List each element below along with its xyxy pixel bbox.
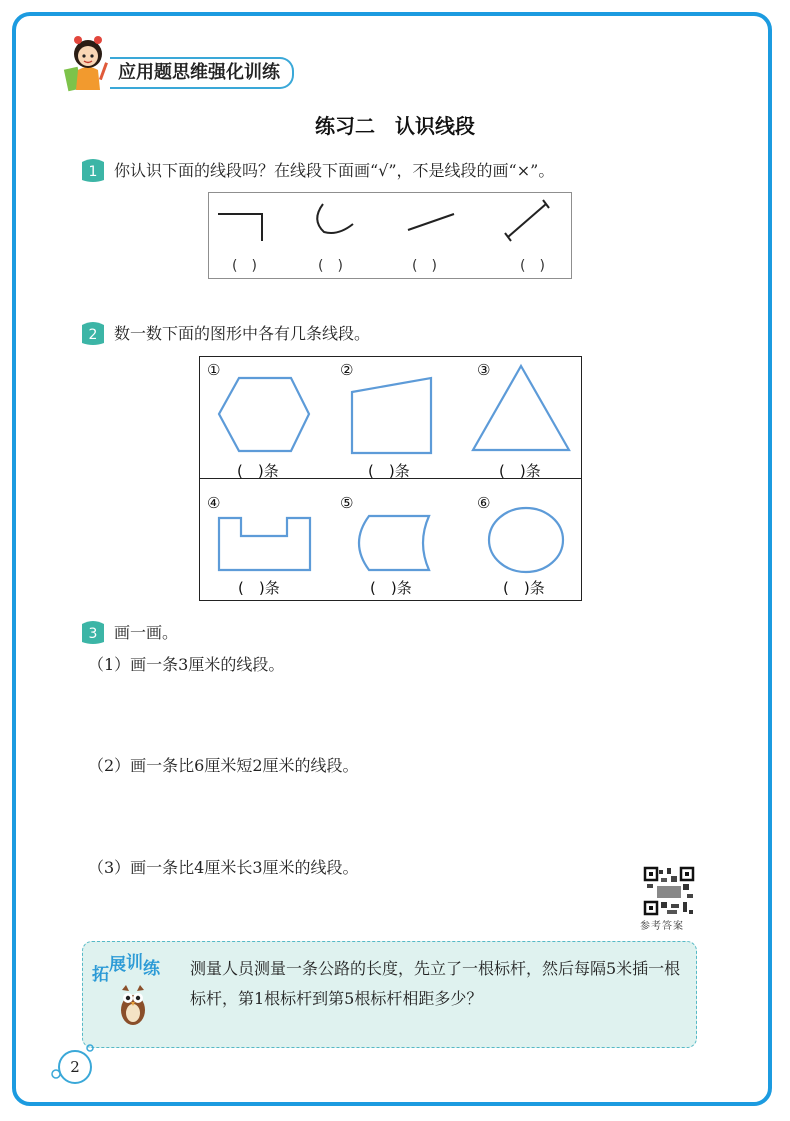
- segment-count-blank[interactable]: ( )条: [368, 462, 410, 480]
- answer-blank[interactable]: ( ): [232, 258, 257, 274]
- question-3-badge-icon: [80, 620, 106, 646]
- figure-bent-line: [218, 214, 262, 241]
- qr-caption: 参考答案: [640, 921, 684, 932]
- segment-count-blank[interactable]: ( )条: [237, 462, 279, 480]
- girl-mascot-icon: [60, 32, 116, 94]
- figure-label: ⑥: [477, 494, 491, 512]
- figure-label: ①: [207, 361, 221, 379]
- question-1-text: 你认识下面的线段吗？在线段下面画“√”，不是线段的画“×”。: [114, 161, 555, 180]
- figure-label: ②: [340, 361, 354, 379]
- sub-question-2: （2）画一条比6厘米短2厘米的线段。: [88, 756, 359, 775]
- answer-blank[interactable]: ( ): [520, 258, 545, 274]
- segment-count-blank[interactable]: ( )条: [370, 579, 412, 597]
- segment-count-blank[interactable]: ( )条: [499, 462, 541, 480]
- series-title-banner: 应用题思维强化训练: [110, 57, 294, 89]
- line-figures: [208, 192, 572, 279]
- question-3-text: 画一画。: [114, 623, 179, 642]
- extension-label: 拓展训练: [92, 953, 160, 985]
- figure-label: ③: [477, 361, 491, 379]
- quadrilateral-shape: [352, 378, 431, 453]
- svg-text:1: 1: [88, 164, 98, 180]
- figure-label: ⑤: [340, 494, 354, 512]
- qr-code-icon[interactable]: [643, 866, 695, 916]
- extension-problem-text: 测量人员测量一条公路的长度，先立了一根标杆，然后每隔5米插一根标杆，第1根标杆到第5根标杆相距多少？: [190, 959, 681, 1008]
- figure-marked-segment: [508, 204, 546, 237]
- segment-count-blank[interactable]: ( )条: [503, 579, 545, 597]
- sub-question-3: （3）画一条比4厘米长3厘米的线段。: [88, 858, 359, 877]
- answer-blank[interactable]: ( ): [412, 258, 437, 274]
- hexagon-shape: [219, 378, 309, 451]
- question-2-badge-icon: [80, 321, 106, 347]
- figure-label: ④: [207, 494, 221, 512]
- page-number: 2: [58, 1050, 92, 1084]
- svg-text:2: 2: [88, 327, 98, 343]
- notched-rectangle-shape: [219, 518, 310, 570]
- answer-blank[interactable]: ( ): [318, 258, 343, 274]
- sub-question-1: （1）画一条3厘米的线段。: [88, 655, 285, 674]
- question-2-text: 数一数下面的图形中各有几条线段。: [114, 324, 371, 343]
- question-1-badge-icon: [80, 158, 106, 184]
- figure-segment: [408, 214, 454, 230]
- oval-shape: [489, 508, 563, 572]
- curved-sided-shape: [359, 516, 429, 570]
- lesson-title: 练习二 认识线段: [315, 114, 475, 138]
- figure-curve: [317, 204, 353, 233]
- segment-count-blank[interactable]: ( )条: [238, 579, 280, 597]
- owl-icon: [118, 982, 148, 1026]
- svg-text:3: 3: [88, 626, 98, 642]
